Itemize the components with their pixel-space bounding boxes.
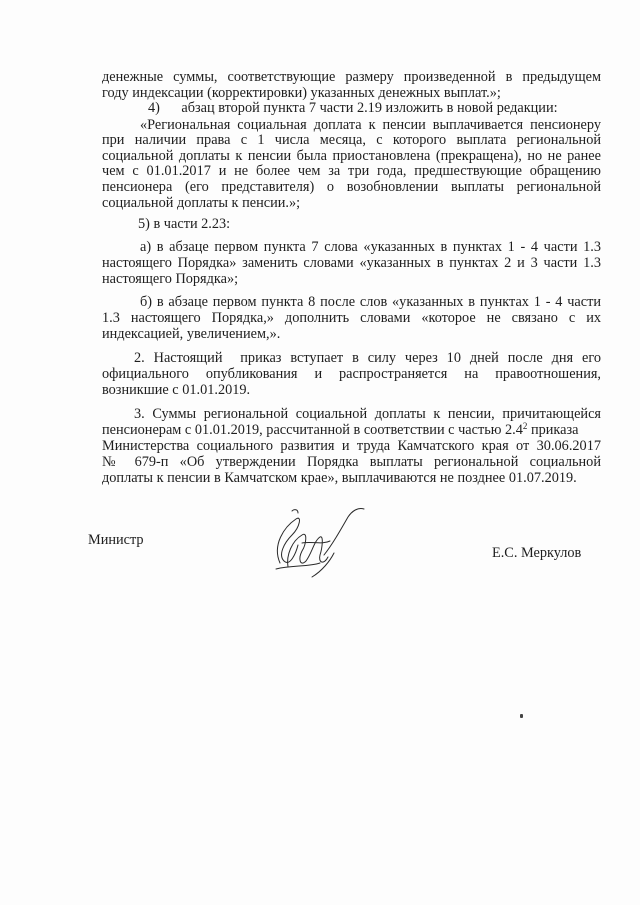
text-line: социальной доплаты к пенсии.»; <box>102 195 301 211</box>
text-line: настоящего Порядка»; <box>102 271 239 287</box>
text-line: Министерства социального развития и труда Камчатского края от 30.06.2017 <box>102 438 601 454</box>
text-line: доплаты к пенсии в Камчатском крае», выплачиваются не позднее 01.07.2019. <box>102 470 577 486</box>
text-line-with-superscript <box>102 423 601 438</box>
text-line: 2. Настоящий приказ вступает в силу через 10 дней после дня его <box>134 350 601 366</box>
handwritten-signature <box>262 505 372 585</box>
text-line: 4) абзац второй пункта 7 части 2.19 изложить в новой редакции: <box>148 100 558 116</box>
signatory-name: Е.С. Меркулов <box>492 545 582 561</box>
text-line: чем с 01.01.2017 и не более чем за три года, предшествующие обращению <box>102 163 601 179</box>
text-line: 1.3 настоящего Порядка,» дополнить словами «которое не связано с их <box>102 310 601 326</box>
superscript: 2 <box>522 421 528 431</box>
signatory-title: Министр <box>88 532 144 548</box>
text-line: при наличии права с 1 числа месяца, с которого выплата региональной <box>102 132 601 148</box>
text-line: «Региональная социальная доплата к пенсии выплачивается пенсионеру <box>140 117 601 133</box>
text-line: году индексации (корректировки) указанных денежных выплат.»; <box>102 85 501 101</box>
scan-speck <box>520 714 523 718</box>
text-fragment: пенсионерам с 01.01.2019, рассчитанной в соответствии с частью 2.4 <box>102 422 523 438</box>
text-line: № 679-п «Об утверждении Порядка выплаты региональной социальной <box>102 454 601 470</box>
text-fragment: приказа <box>527 422 579 438</box>
text-line: социальной доплаты к пенсии была приостановлена (прекращена), но не ранее <box>102 148 601 164</box>
text-line: индексацией, увеличением,». <box>102 326 281 342</box>
text-line: б) в абзаце первом пункта 8 после слов «указанных в пунктах 1 - 4 части <box>140 294 601 310</box>
text-line: а) в абзаце первом пункта 7 слова «указанных в пунктах 1 - 4 части 1.3 <box>140 239 601 255</box>
text-line: настоящего Порядка» заменить словами «указанных в пунктах 2 и 3 части 1.3 <box>102 255 601 271</box>
text-line: возникшие с 01.01.2019. <box>102 382 251 398</box>
text-line: пенсионера (его представителя) о возобновлении выплаты региональной <box>102 179 601 195</box>
text-line: официального опубликования и распространяется на правоотношения, <box>102 366 601 382</box>
text-line: 3. Суммы региональной социальной доплаты к пенсии, причитающейся <box>134 406 601 422</box>
text-line: 5) в части 2.23: <box>138 216 231 232</box>
text-line: денежные суммы, соответствующие размеру произведенной в предыдущем <box>102 69 601 85</box>
